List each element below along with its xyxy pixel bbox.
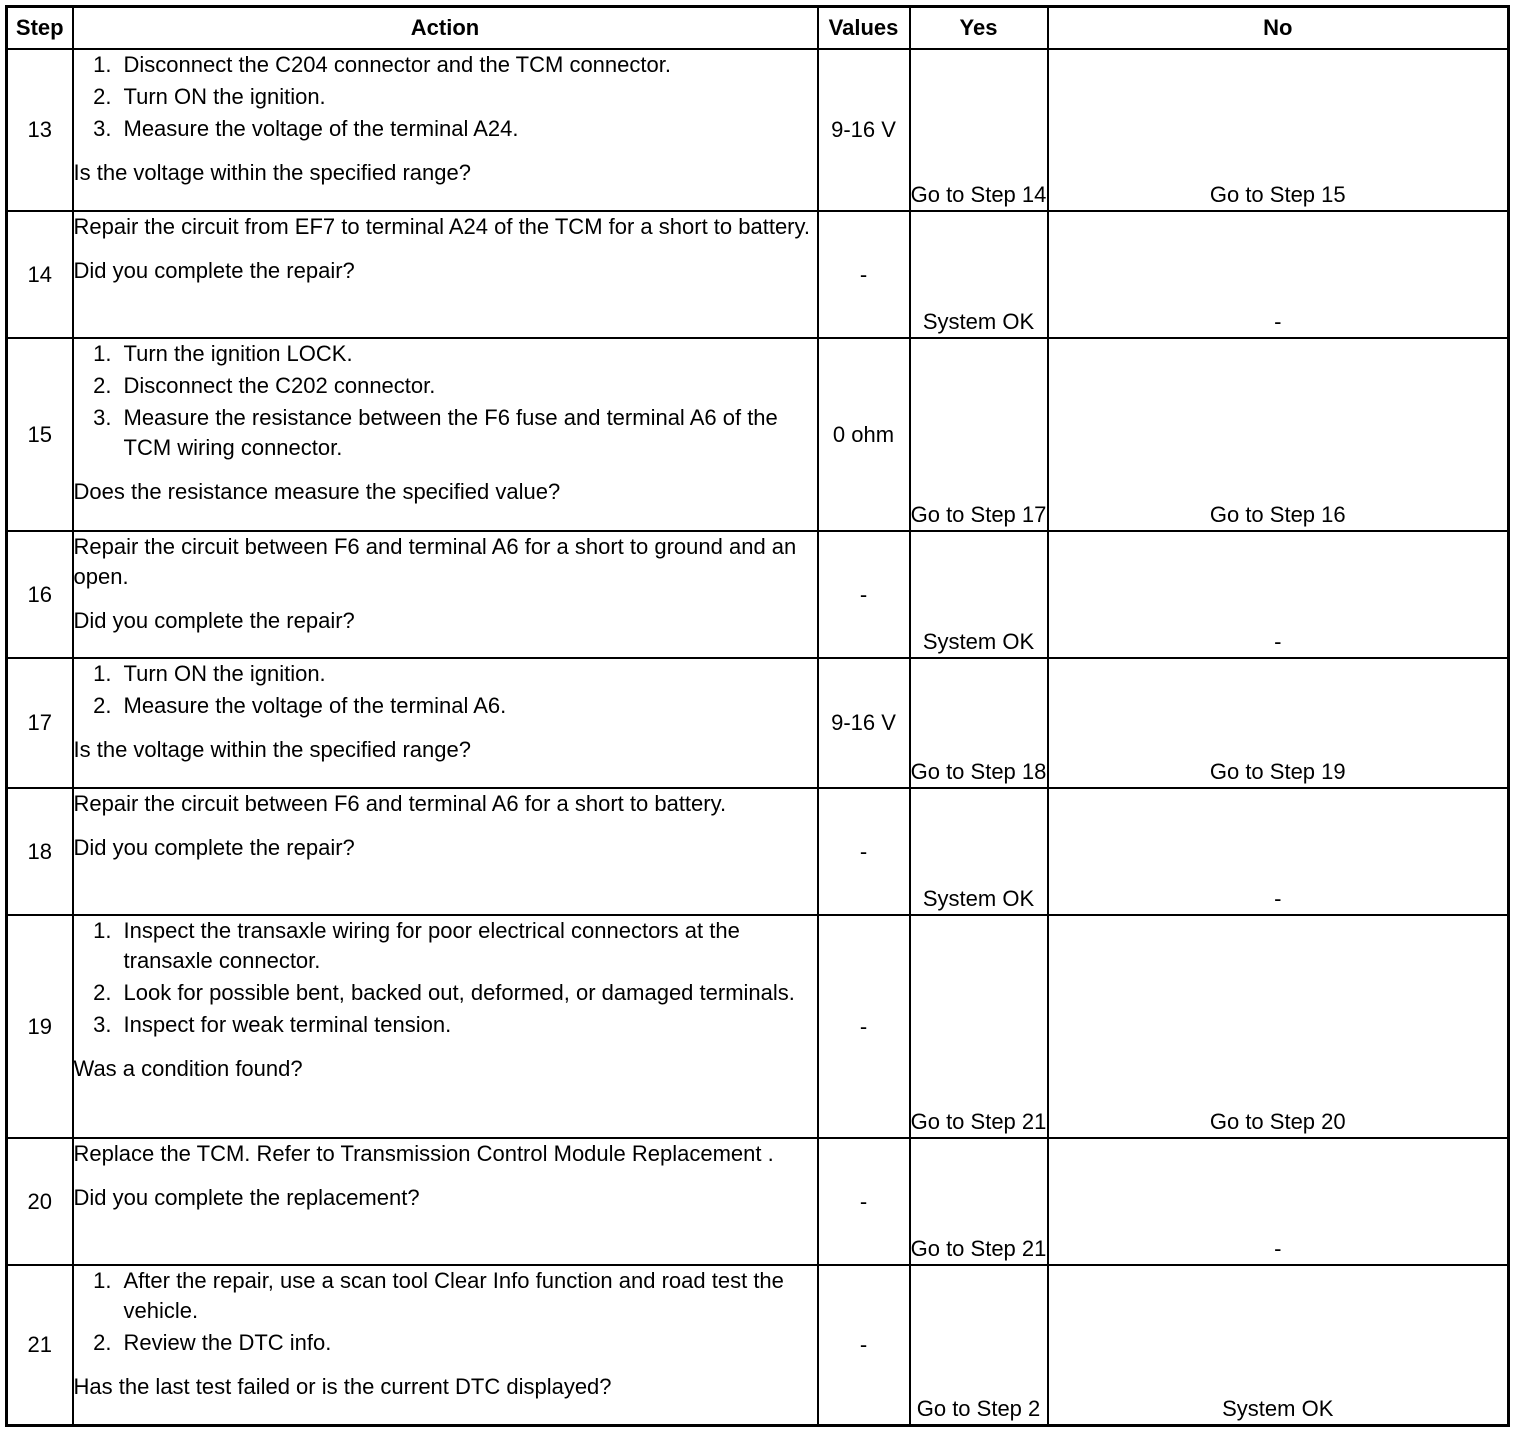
values-cell: 0 ohm — [818, 338, 910, 531]
step-number: 16 — [7, 531, 73, 658]
no-cell: - — [1048, 1138, 1509, 1265]
yes-cell: Go to Step 17 — [910, 338, 1048, 531]
action-steps-list — [74, 1266, 817, 1358]
action-question: Did you complete the repair? — [73, 258, 355, 283]
header-step: Step — [7, 7, 73, 50]
action-step-item — [74, 916, 817, 976]
action-question: Does the resistance measure the specified value? — [73, 479, 561, 504]
step-number: 13 — [7, 49, 73, 211]
step-number: 19 — [7, 915, 73, 1138]
action-step-text: Disconnect the C202 connector. — [123, 373, 436, 398]
action-step-text: Disconnect the C204 connector and the TCM connector. — [123, 52, 671, 77]
table-row — [7, 788, 1509, 915]
action-step-item — [74, 978, 817, 1008]
diagnostic-table — [5, 5, 1510, 1427]
yes-cell: System OK — [910, 788, 1048, 915]
action-question: Did you complete the repair? — [73, 835, 355, 860]
header-no: No — [1048, 7, 1509, 50]
action-cell — [73, 531, 818, 658]
no-cell: Go to Step 20 — [1048, 915, 1509, 1138]
action-question: Is the voltage within the specified range? — [73, 160, 471, 185]
values-cell: - — [818, 1138, 910, 1265]
action-step-number: 3. — [93, 405, 112, 430]
values-cell: - — [818, 788, 910, 915]
action-step-number: 2. — [93, 980, 112, 1005]
values-cell: - — [818, 531, 910, 658]
action-cell — [73, 788, 818, 915]
header-values: Values — [818, 7, 910, 50]
no-cell: - — [1048, 211, 1509, 338]
action-description: Repair the circuit from EF7 to terminal A24 of the TCM for a short to battery. — [73, 214, 810, 239]
action-step-text: Inspect for weak terminal tension. — [123, 1012, 452, 1037]
action-question: Was a condition found? — [73, 1056, 303, 1081]
action-step-text: Turn ON the ignition. — [123, 84, 326, 109]
action-cell — [73, 915, 818, 1138]
table-body — [7, 49, 1509, 1425]
action-step-item — [74, 1328, 817, 1358]
no-cell: Go to Step 15 — [1048, 49, 1509, 211]
action-step-item — [74, 50, 817, 80]
action-step-item — [74, 659, 817, 689]
action-step-number: 1. — [93, 1268, 112, 1293]
action-question: Did you complete the repair? — [73, 608, 355, 633]
action-step-item — [74, 371, 817, 401]
yes-cell: Go to Step 21 — [910, 1138, 1048, 1265]
no-cell: - — [1048, 531, 1509, 658]
step-number: 18 — [7, 788, 73, 915]
no-cell: System OK — [1048, 1265, 1509, 1425]
action-step-number: 2. — [93, 693, 112, 718]
action-steps-list — [74, 659, 817, 721]
no-cell: - — [1048, 788, 1509, 915]
action-step-item — [74, 339, 817, 369]
action-question: Is the voltage within the specified range? — [73, 737, 471, 762]
action-cell — [73, 211, 818, 338]
values-cell: - — [818, 211, 910, 338]
action-step-text: Inspect the transaxle wiring for poor electrical connectors at the transaxle connector. — [123, 918, 740, 973]
step-number: 20 — [7, 1138, 73, 1265]
table-row — [7, 211, 1509, 338]
values-cell: 9-16 V — [818, 49, 910, 211]
action-step-number: 1. — [93, 341, 112, 366]
yes-cell: Go to Step 2 — [910, 1265, 1048, 1425]
header-yes: Yes — [910, 7, 1048, 50]
yes-cell: Go to Step 18 — [910, 658, 1048, 788]
action-step-text: Look for possible bent, backed out, deformed, or damaged terminals. — [123, 980, 795, 1005]
action-cell — [73, 49, 818, 211]
action-step-item — [74, 1266, 817, 1326]
action-step-text: Turn the ignition LOCK. — [123, 341, 353, 366]
action-step-text: Measure the voltage of the terminal A6. — [123, 693, 507, 718]
table-row — [7, 1138, 1509, 1265]
action-step-text: Turn ON the ignition. — [123, 661, 326, 686]
action-step-number: 2. — [93, 84, 112, 109]
action-description: Repair the circuit between F6 and terminal A6 for a short to battery. — [73, 791, 727, 816]
action-cell — [73, 1265, 818, 1425]
action-cell — [73, 658, 818, 788]
action-question: Did you complete the replacement? — [73, 1185, 420, 1210]
no-cell: Go to Step 19 — [1048, 658, 1509, 788]
action-cell — [73, 338, 818, 531]
yes-cell: System OK — [910, 211, 1048, 338]
action-description: Replace the TCM. Refer to Transmission Control Module Replacement . — [73, 1141, 774, 1166]
action-step-item — [74, 114, 817, 144]
action-step-item — [74, 403, 817, 463]
action-step-number: 3. — [93, 116, 112, 141]
step-number: 17 — [7, 658, 73, 788]
action-steps-list — [74, 916, 817, 1040]
action-step-text: Measure the resistance between the F6 fuse and terminal A6 of the TCM wiring connector. — [123, 405, 778, 460]
header-row — [7, 7, 1509, 50]
table-row — [7, 49, 1509, 211]
action-step-number: 1. — [93, 918, 112, 943]
action-cell — [73, 1138, 818, 1265]
action-steps-list — [74, 50, 817, 144]
yes-cell: Go to Step 21 — [910, 915, 1048, 1138]
table-row — [7, 658, 1509, 788]
table-row — [7, 338, 1509, 531]
no-cell: Go to Step 16 — [1048, 338, 1509, 531]
values-cell: - — [818, 915, 910, 1138]
action-step-item — [74, 82, 817, 112]
table-row — [7, 531, 1509, 658]
action-step-item — [74, 691, 817, 721]
action-step-item — [74, 1010, 817, 1040]
step-number: 15 — [7, 338, 73, 531]
action-step-text: Measure the voltage of the terminal A24. — [123, 116, 519, 141]
action-question: Has the last test failed or is the current DTC displayed? — [73, 1374, 612, 1399]
step-number: 14 — [7, 211, 73, 338]
action-description: Repair the circuit between F6 and terminal A6 for a short to ground and an open. — [73, 534, 797, 589]
action-step-text: After the repair, use a scan tool Clear Info function and road test the vehicle. — [123, 1268, 784, 1323]
action-step-text: Review the DTC info. — [123, 1330, 332, 1355]
header-action: Action — [73, 7, 818, 50]
action-step-number: 1. — [93, 52, 112, 77]
yes-cell: System OK — [910, 531, 1048, 658]
values-cell: - — [818, 1265, 910, 1425]
action-steps-list — [74, 339, 817, 463]
step-number: 21 — [7, 1265, 73, 1425]
values-cell: 9-16 V — [818, 658, 910, 788]
action-step-number: 3. — [93, 1012, 112, 1037]
table-row — [7, 915, 1509, 1138]
action-step-number: 2. — [93, 1330, 112, 1355]
action-step-number: 1. — [93, 661, 112, 686]
yes-cell: Go to Step 14 — [910, 49, 1048, 211]
table-row — [7, 1265, 1509, 1425]
action-step-number: 2. — [93, 373, 112, 398]
